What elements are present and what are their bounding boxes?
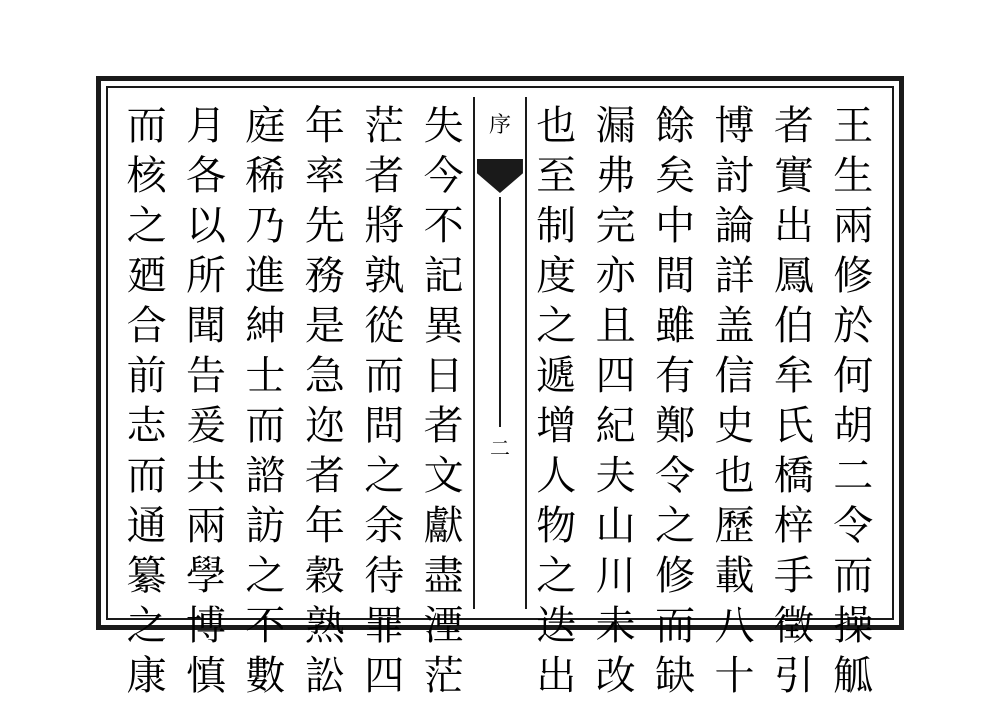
char: 之 — [536, 303, 577, 349]
char: 且 — [595, 303, 636, 349]
char: 記 — [423, 253, 464, 299]
char: 牟 — [773, 353, 814, 399]
char: 通 — [126, 503, 167, 549]
char: 史 — [714, 403, 755, 449]
char: 茫 — [364, 103, 405, 149]
char: 之 — [364, 453, 405, 499]
char: 者 — [773, 103, 814, 149]
char: 中 — [655, 203, 696, 249]
char: 問 — [364, 403, 405, 449]
char: 亦 — [595, 253, 636, 299]
char: 信 — [714, 353, 755, 399]
char: 茫 — [423, 653, 464, 699]
char: 胡 — [833, 403, 874, 449]
char: 也 — [536, 103, 577, 149]
char: 四 — [364, 653, 405, 699]
char: 康 — [126, 653, 167, 699]
char: 纂 — [126, 553, 167, 599]
char: 從 — [364, 303, 405, 349]
char: 待 — [364, 553, 405, 599]
char: 余 — [364, 503, 405, 549]
char: 之 — [126, 203, 167, 249]
char: 弗 — [595, 153, 636, 199]
char: 月 — [186, 103, 227, 149]
char: 進 — [245, 253, 286, 299]
char: 引 — [773, 653, 814, 699]
char: 各 — [186, 153, 227, 199]
char: 伯 — [773, 303, 814, 349]
char: 慎 — [186, 653, 227, 699]
char: 手 — [773, 553, 814, 599]
char: 志 — [126, 403, 167, 449]
char: 廼 — [126, 253, 167, 299]
char: 數 — [245, 653, 286, 699]
char: 失 — [423, 103, 464, 149]
char: 令 — [655, 453, 696, 499]
char: 何 — [833, 353, 874, 399]
text-column-8 — [355, 97, 414, 699]
page-border-outer — [96, 76, 904, 699]
char: 橋 — [773, 453, 814, 499]
text-column-2 — [764, 97, 823, 699]
char: 以 — [186, 203, 227, 249]
char: 日 — [423, 353, 464, 399]
char: 八 — [714, 603, 755, 649]
char: 核 — [126, 153, 167, 199]
char: 聞 — [186, 303, 227, 349]
char: 於 — [833, 303, 874, 349]
char: 兩 — [186, 503, 227, 549]
char: 修 — [833, 253, 874, 299]
char: 之 — [655, 503, 696, 549]
char: 間 — [655, 253, 696, 299]
char: 氏 — [773, 403, 814, 449]
text-column-9 — [295, 97, 354, 699]
char: 盖 — [714, 303, 755, 349]
char: 物 — [536, 503, 577, 549]
char: 餘 — [655, 103, 696, 149]
char: 庭 — [245, 103, 286, 149]
char: 諮 — [245, 453, 286, 499]
char: 所 — [186, 253, 227, 299]
center-fold-column — [473, 97, 526, 609]
char: 盡 — [423, 553, 464, 599]
char: 紳 — [245, 303, 286, 349]
char: 漏 — [595, 103, 636, 149]
text-body — [117, 97, 883, 699]
char: 不 — [423, 203, 464, 249]
char: 至 — [536, 153, 577, 199]
text-column-3 — [705, 97, 764, 699]
char: 年 — [304, 103, 345, 149]
char: 而 — [126, 453, 167, 499]
char: 博 — [186, 603, 227, 649]
char: 不 — [245, 603, 286, 649]
fold-divider — [499, 197, 501, 427]
text-column-1 — [824, 97, 883, 699]
char: 者 — [304, 453, 345, 499]
char: 乃 — [245, 203, 286, 249]
char: 異 — [423, 303, 464, 349]
page-border-inner — [106, 86, 894, 699]
char: 十 — [714, 653, 755, 699]
char: 度 — [536, 253, 577, 299]
char: 合 — [126, 303, 167, 349]
char: 是 — [304, 303, 345, 349]
char: 穀 — [304, 553, 345, 599]
char: 令 — [833, 503, 874, 549]
char: 缺 — [655, 653, 696, 699]
char: 將 — [364, 203, 405, 249]
char: 迩 — [304, 403, 345, 449]
char: 制 — [536, 203, 577, 249]
char: 率 — [304, 153, 345, 199]
char: 論 — [714, 203, 755, 249]
char: 四 — [595, 353, 636, 399]
char: 而 — [364, 353, 405, 399]
char: 之 — [536, 553, 577, 599]
char: 修 — [655, 553, 696, 599]
char: 而 — [126, 103, 167, 149]
char: 而 — [833, 553, 874, 599]
char: 實 — [773, 153, 814, 199]
char: 今 — [423, 153, 464, 199]
char: 山 — [595, 503, 636, 549]
char: 之 — [126, 603, 167, 649]
char: 王 — [833, 103, 874, 149]
char: 也 — [714, 453, 755, 499]
char: 之 — [245, 553, 286, 599]
char: 學 — [186, 553, 227, 599]
char: 觚 — [833, 653, 874, 699]
char: 川 — [595, 553, 636, 599]
char: 徵 — [773, 603, 814, 649]
char: 未 — [595, 603, 636, 649]
text-column-11 — [176, 97, 235, 699]
char: 迭 — [536, 603, 577, 649]
char: 生 — [833, 153, 874, 199]
char: 二 — [833, 453, 874, 499]
text-column-5 — [586, 97, 645, 699]
char: 獻 — [423, 503, 464, 549]
char: 出 — [773, 203, 814, 249]
char: 完 — [595, 203, 636, 249]
char: 出 — [536, 653, 577, 699]
char: 載 — [714, 553, 755, 599]
char: 兩 — [833, 203, 874, 249]
char: 歷 — [714, 503, 755, 549]
char: 先 — [304, 203, 345, 249]
char: 而 — [655, 603, 696, 649]
char: 爰 — [186, 403, 227, 449]
char: 梓 — [773, 503, 814, 549]
char: 務 — [304, 253, 345, 299]
char: 湮 — [423, 603, 464, 649]
char: 紀 — [595, 403, 636, 449]
char: 增 — [536, 403, 577, 449]
char: 矣 — [655, 153, 696, 199]
fold-page-number: 二 — [489, 436, 510, 460]
char: 文 — [423, 453, 464, 499]
text-column-10 — [236, 97, 295, 699]
text-column-12 — [117, 97, 176, 699]
char: 而 — [245, 403, 286, 449]
char: 士 — [245, 353, 286, 399]
char: 急 — [304, 353, 345, 399]
char: 雖 — [655, 303, 696, 349]
char: 討 — [714, 153, 755, 199]
char: 改 — [595, 653, 636, 699]
char: 夫 — [595, 453, 636, 499]
char: 年 — [304, 503, 345, 549]
char: 博 — [714, 103, 755, 149]
char: 告 — [186, 353, 227, 399]
char: 孰 — [364, 253, 405, 299]
char: 操 — [833, 603, 874, 649]
char: 者 — [423, 403, 464, 449]
char: 鳳 — [773, 253, 814, 299]
char: 訟 — [304, 653, 345, 699]
text-column-6 — [527, 97, 586, 699]
char: 鄭 — [655, 403, 696, 449]
char: 稀 — [245, 153, 286, 199]
char: 熟 — [304, 603, 345, 649]
text-column-7 — [414, 97, 473, 699]
text-column-4 — [645, 97, 704, 699]
char: 詳 — [714, 253, 755, 299]
char: 遞 — [536, 353, 577, 399]
char: 前 — [126, 353, 167, 399]
fishtail-ornament-icon — [477, 159, 523, 193]
char: 罪 — [364, 603, 405, 649]
char: 訪 — [245, 503, 286, 549]
char: 人 — [536, 453, 577, 499]
char: 共 — [186, 453, 227, 499]
char: 者 — [364, 153, 405, 199]
char: 有 — [655, 353, 696, 399]
fold-title: 序 — [488, 113, 511, 138]
